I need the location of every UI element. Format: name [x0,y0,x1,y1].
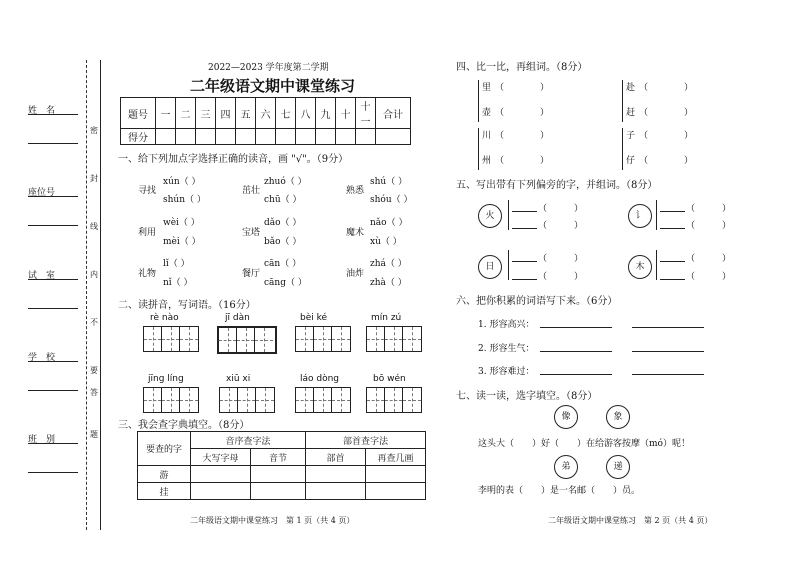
word: 油炸 [346,269,365,279]
word: 利用 [138,228,157,238]
answer-paren[interactable]: （ ） [495,131,550,141]
pinyin-prompt: láo dòng [300,374,340,384]
answer-paren[interactable]: （ ） [686,272,732,282]
writing-box[interactable] [143,326,199,352]
answer-paren[interactable]: （ ） [686,221,732,231]
score-table: 题号 一 二 三 四 五 六 七 八 九 十 十一 合计 得分 [120,97,411,145]
radical-flower: 木 [628,255,652,279]
prompt: 3. 形容难过： [478,367,535,377]
choice-flower: 递 [606,455,630,479]
answer-line[interactable] [512,228,537,229]
answer-paren[interactable]: （ ） [538,272,584,282]
writing-box[interactable] [143,387,199,413]
answer-paren[interactable]: （ ） [538,221,584,231]
class-label: 班 别 [28,435,56,445]
pinyin-option[interactable]: wèi（ ） [163,218,200,228]
answer-paren[interactable]: （ ） [495,83,550,93]
answer-line[interactable] [632,327,704,328]
prompt: 1. 形容高兴： [478,320,535,330]
footer-left: 二年级语文期中课堂练习 第 1 页（共 4 页） [190,516,355,525]
room-field[interactable] [28,279,78,309]
page-title: 二年级语文期中课堂练习 [190,77,356,95]
section7-title: 七、读一读，选字填空。（8分） [456,391,598,402]
seat-label: 座位号 [28,188,56,198]
word: 魔术 [346,228,365,238]
word: 餐厅 [242,269,261,279]
pinyin-option[interactable]: cāng（ ） [264,278,307,288]
name-label: 姓 名 [28,106,56,116]
class-field[interactable] [28,443,78,473]
radical-flower: 日 [478,255,502,279]
writing-box[interactable] [295,326,351,352]
answer-paren[interactable]: （ ） [538,254,584,264]
pinyin-prompt: bō wén [373,374,406,384]
answer-line[interactable] [540,327,612,328]
answer-paren[interactable]: （ ） [639,83,694,93]
compare-char: 仔 [626,156,636,166]
dictionary-table: 要查的字 音序查字法 部首查字法 大写字母 音节 部首 再查几画 游 挂 [137,431,426,500]
answer-paren[interactable]: （ ） [639,108,694,118]
pair-bracket [478,128,479,170]
pinyin-option[interactable]: xù（ ） [370,237,402,247]
pinyin-option[interactable]: zhuó（ ） [264,177,307,187]
pinyin-option[interactable]: shóu（ ） [370,195,413,205]
seat-field[interactable] [28,196,78,226]
answer-line[interactable] [660,279,685,280]
answer-line[interactable] [512,211,537,212]
writing-box[interactable] [219,387,275,413]
pinyin-option[interactable]: nǐ（ ） [163,278,193,288]
answer-line[interactable] [632,351,704,352]
pinyin-prompt: xiū xi [226,374,251,384]
answer-paren[interactable]: （ ） [639,156,694,166]
answer-line[interactable] [632,374,704,375]
section3-title: 三、我会查字典填空。（8分） [118,420,250,431]
school-year: 2022—2023 学年度第二学期 [208,63,329,73]
answer-paren[interactable]: （ ） [686,204,732,214]
answer-line[interactable] [540,351,612,352]
radical-bracket [656,200,657,230]
word: 礼物 [138,269,157,279]
compare-char: 壶 [482,108,492,118]
pair-bracket [622,128,623,170]
fill-sentence[interactable]: 李明的表（ ）是一名邮（ ）员。 [478,486,641,496]
compare-char: 州 [482,156,492,166]
compare-char: 子 [626,131,636,141]
radical-bracket [508,250,509,280]
answer-line[interactable] [512,279,537,280]
writing-box[interactable] [217,326,277,354]
pair-bracket [622,80,623,122]
answer-paren[interactable]: （ ） [686,254,732,264]
pinyin-option[interactable]: cān（ ） [264,259,302,269]
pinyin-option[interactable]: nǎo（ ） [370,218,408,228]
compare-char: 里 [482,83,492,93]
answer-paren[interactable]: （ ） [538,204,584,214]
seal-line [100,60,101,530]
answer-paren[interactable]: （ ） [495,108,550,118]
writing-box[interactable] [366,387,422,413]
pinyin-option[interactable]: shú（ ） [370,177,408,187]
pinyin-option[interactable]: dǎo（ ） [264,218,302,228]
pinyin-prompt: mín zú [371,313,402,323]
compare-char: 赴 [626,83,636,93]
footer-right: 二年级语文期中课堂练习 第 2 页（共 4 页） [548,516,713,525]
answer-line[interactable] [660,228,685,229]
compare-char: 川 [482,131,492,141]
section1-title: 一、给下列加点字选择正确的读音，画 "√"。（9分） [118,154,349,165]
school-field[interactable] [28,361,78,391]
writing-box[interactable] [366,326,422,352]
word: 寻找 [138,186,157,196]
answer-line[interactable] [660,211,685,212]
prompt: 2. 形容生气： [478,344,535,354]
pinyin-option[interactable]: lǐ（ ） [163,259,190,269]
room-label: 试 室 [28,271,56,281]
choice-flower: 弟 [554,455,578,479]
radical-flower: 讠 [628,204,652,228]
pinyin-option[interactable]: bǎo（ ） [264,237,302,247]
pinyin-prompt: rè nào [150,313,179,323]
choice-flower: 象 [606,405,630,429]
radical-bracket [656,250,657,280]
word: 茁壮 [242,186,261,196]
section2-title: 二、读拼音，写词语。（16分） [118,300,256,311]
school-label: 学 校 [28,353,56,363]
radical-bracket [508,200,509,230]
section5-title: 五、写出带有下列偏旁的字，并组词。（8分） [456,180,658,191]
word: 宝塔 [242,228,261,238]
pinyin-prompt: bèi ké [300,313,328,323]
radical-flower: 火 [478,204,502,228]
pinyin-option[interactable]: mèi（ ） [163,237,201,247]
pinyin-option[interactable]: zhá（ ） [370,259,407,269]
choice-flower: 像 [554,405,578,429]
answer-paren[interactable]: （ ） [639,131,694,141]
fill-sentence[interactable]: 这头大（ ）好（ ）在给游客按摩（mó）呢！ [478,439,690,449]
word: 熟悉 [346,186,365,196]
answer-paren[interactable]: （ ） [495,156,550,166]
section6-title: 六、把你积累的词语写下来。（6分） [456,296,618,307]
compare-char: 赶 [626,108,636,118]
pair-bracket [478,80,479,122]
pinyin-prompt: jī dàn [225,313,250,323]
pinyin-option[interactable]: zhà（ ） [370,278,407,288]
pinyin-option[interactable]: chū（ ） [264,195,302,205]
answer-line[interactable] [660,261,685,262]
pinyin-option[interactable]: shún（ ） [163,195,206,205]
section4-title: 四、比一比，再组词。（8分） [456,62,588,73]
answer-line[interactable] [540,374,612,375]
writing-box[interactable] [295,387,351,413]
pinyin-option[interactable]: xún（ ） [163,177,201,187]
cut-line [86,60,87,530]
pinyin-prompt: jīng líng [148,374,184,384]
answer-line[interactable] [512,261,537,262]
name-field[interactable] [28,114,78,144]
